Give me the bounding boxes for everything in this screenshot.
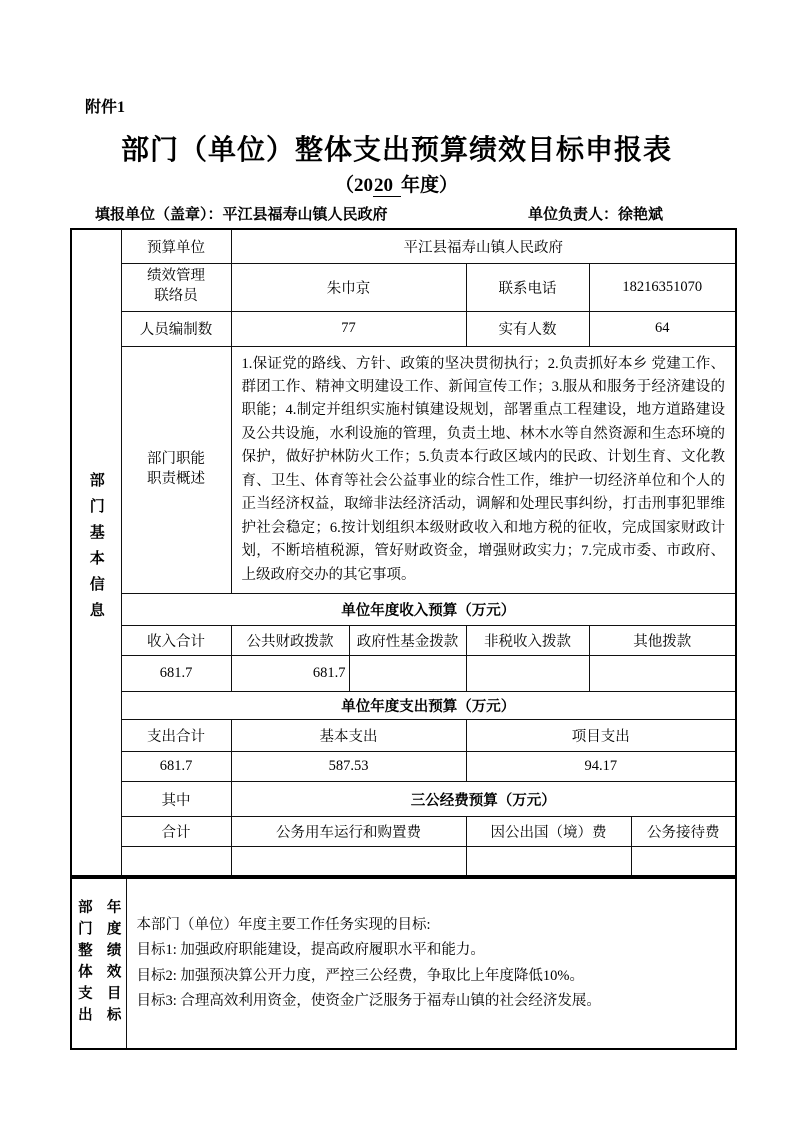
three-public-reception-value: [631, 847, 736, 876]
document-title: 部门（单位）整体支出预算绩效目标申报表: [120, 135, 672, 166]
table-row: [71, 847, 736, 876]
liaison-value: 朱巾京: [231, 263, 466, 311]
goal-item-2: 目标2: 加强预决算公开力度，严控三公经费，争取比上年度降低10%。: [136, 967, 584, 984]
table-row: [71, 878, 736, 1049]
actual-staff-label: 实有人数: [466, 311, 589, 346]
income-header-total: 收入合计: [121, 626, 231, 656]
duty-label-line2: 职责概述: [147, 470, 205, 487]
income-header-other: 其他拨款: [589, 626, 736, 656]
income-public-finance-value: 681.7: [231, 656, 349, 692]
table-row: [71, 656, 736, 692]
three-public-header-reception: 公务接待费: [631, 817, 736, 847]
phone-value: 18216351070: [589, 263, 736, 311]
leader-label: 单位负责人：: [528, 207, 619, 223]
actual-staff-value: 64: [589, 311, 736, 346]
income-header-public-finance: 公共财政拨款: [231, 626, 349, 656]
income-header-gov-fund: 政府性基金拨款: [349, 626, 466, 656]
goals-content: [126, 878, 736, 1049]
expenditure-total-value: 681.7: [121, 752, 231, 782]
income-total-value: 681.7: [121, 656, 231, 692]
expenditure-budget-title: 单位年度支出预算（万元）: [121, 692, 736, 720]
goals-section-cell: [71, 878, 126, 1049]
fill-unit-value: 平江县福寿山镇人民政府: [222, 207, 388, 223]
year-open: （20: [334, 175, 373, 196]
table-row: [71, 720, 736, 752]
three-public-total-value: [121, 847, 231, 876]
attachment-label: 附件1: [85, 99, 126, 116]
goals-section-label-col1: 部门整体支出: [75, 899, 92, 1028]
three-public-abroad-value: [466, 847, 631, 876]
fill-unit-line: [95, 203, 715, 224]
liaison-label-line2: 联络员: [154, 288, 198, 304]
goals-intro: 本部门（单位）年度主要工作任务实现的目标:: [136, 916, 431, 933]
three-public-title: 三公经费预算（万元）: [231, 782, 736, 817]
fill-unit-label: 填报单位（盖章）：: [95, 207, 223, 223]
year-fill-in: 20: [373, 175, 401, 197]
basic-info-table: [70, 228, 737, 877]
staffing-label: 人员编制数: [121, 311, 231, 346]
table-row: [71, 626, 736, 656]
budget-unit-label: 预算单位: [121, 229, 231, 263]
income-other-value: [589, 656, 736, 692]
expenditure-project-value: 94.17: [466, 752, 736, 782]
liaison-label: [121, 263, 231, 311]
budget-unit-value: 平江县福寿山镇人民政府: [231, 229, 736, 263]
annual-goals-table: [70, 877, 737, 1050]
income-budget-title: 单位年度收入预算（万元）: [121, 594, 736, 626]
phone-label: 联系电话: [466, 263, 589, 311]
goals-section-label: [72, 899, 126, 1028]
duty-label-line1: 部门职能: [147, 451, 205, 468]
leader-line: [528, 203, 663, 224]
table-row: [71, 594, 736, 626]
goal-item-1: 目标1: 加强政府职能建设，提高政府履职水平和能力。: [136, 942, 485, 959]
liaison-label-line1: 绩效管理: [147, 268, 205, 285]
among-label: 其中: [121, 782, 231, 817]
section-basic-info-label: 部门基本信息: [87, 471, 104, 628]
table-row: [71, 782, 736, 817]
income-nontax-value: [466, 656, 589, 692]
three-public-vehicle-value: [231, 847, 466, 876]
duty-description: 1.保证党的路线、方针、政策的坚决贯彻执行；2.负责抓好本乡 党建工作、群团工作、精神文明建设工作、新闻宣传工作；3.服从和服务于经济建设的职能；4.制定并组织实施村镇建设规划，部署重点工程建设，地方道路建设及公共设施，水利设施的管理，负责土地、林木水等自然资源和生态环境的保护，做好护林防火工作；5.负责本行政区域内的民政、计划生育、文化教育、卫生、体育等社会公益事业的综合性工作，维护一切经济单位和个人的正当经济权益，取缔非法经济活动，调解和处理民事纠纷，打击刑事犯罪维护社会稳定；6.按计划组织本级财政收入和地方税的征收，完成国家财政计划，不断培植税源，管好财政资金，增强财政实力；7.完成市委、市政府、上级政府交办的其它事项。: [231, 346, 736, 594]
table-row: [71, 752, 736, 782]
income-header-nontax: 非税收入拨款: [466, 626, 589, 656]
leader-value: 徐艳斌: [618, 207, 664, 223]
document-year-line: [0, 170, 793, 197]
table-row: [71, 346, 736, 594]
duty-label: [121, 346, 231, 594]
expenditure-header-basic: 基本支出: [231, 720, 466, 752]
staffing-value: 77: [231, 311, 466, 346]
table-row: [71, 817, 736, 847]
goal-item-3: 目标3: 合理高效利用资金，使资金广泛服务于福寿山镇的社会经济发展。: [136, 992, 601, 1009]
goals-section-label-col2: 年度绩效目标: [104, 899, 121, 1028]
three-public-header-abroad: 因公出国（境）费: [466, 817, 631, 847]
expenditure-basic-value: 587.53: [231, 752, 466, 782]
table-row: [71, 692, 736, 720]
section-basic-info-cell: [71, 229, 121, 876]
three-public-header-total: 合计: [121, 817, 231, 847]
table-row: [71, 263, 736, 311]
year-close: 年度）: [401, 175, 459, 196]
table-row: [71, 229, 736, 263]
table-row: [71, 311, 736, 346]
income-gov-fund-value: [349, 656, 466, 692]
expenditure-header-project: 项目支出: [466, 720, 736, 752]
expenditure-header-total: 支出合计: [121, 720, 231, 752]
three-public-header-vehicle: 公务用车运行和购置费: [231, 817, 466, 847]
